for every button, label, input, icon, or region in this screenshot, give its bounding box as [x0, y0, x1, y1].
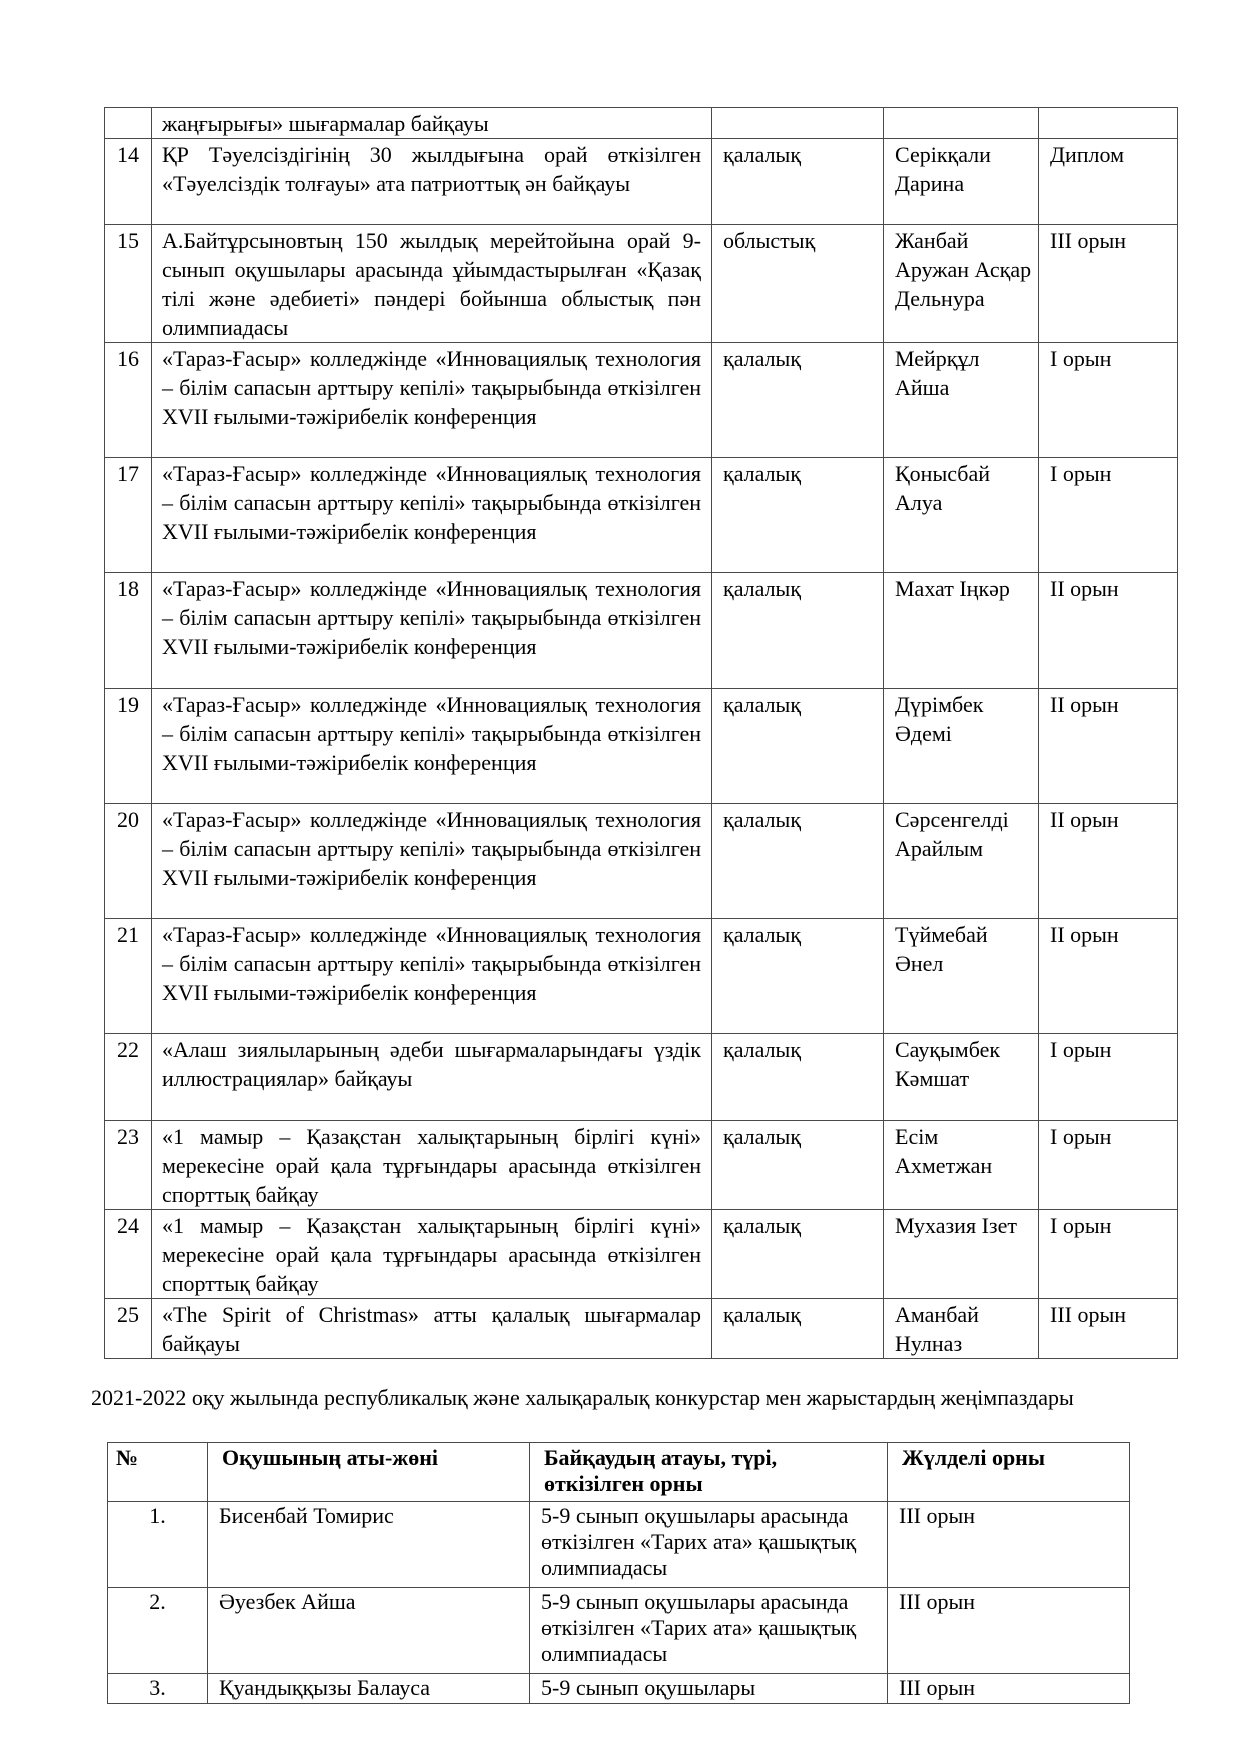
student-name: Сауқымбек Кәмшат [884, 1034, 1039, 1121]
section-caption: 2021-2022 оқу жылында республикалық және халықаралық конкурстар мен жарыстардың жеңімпаздары [91, 1385, 1074, 1410]
contest-title: 5-9 сынып оқушылары арасында өткізілген «Тарих ата» қашықтық олимпиадасы [530, 1588, 888, 1674]
student-name: Мейрқұл Айша [884, 343, 1039, 458]
contest-level: қалалық [712, 343, 884, 458]
contest-result: ІІІ орын [1039, 1299, 1178, 1359]
contest-level: қалалық [712, 458, 884, 573]
row-number: 19 [105, 689, 152, 804]
contest-title: «Тараз-Ғасыр» колледжінде «Инновациялық технология – білім сапасын арттыру кепілі» тақырыбында өткізілген XVII ғылыми-тәжірибелік конференция [152, 458, 712, 573]
city-contests-table [104, 107, 1178, 1359]
row-number: 18 [105, 573, 152, 689]
contest-level: қалалық [712, 139, 884, 225]
contest-title: «Тараз-Ғасыр» колледжінде «Инновациялық технология – білім сапасын арттыру кепілі» тақырыбында өткізілген XVII ғылыми-тәжірибелік конференция [152, 573, 712, 689]
contest-level: қалалық [712, 1210, 884, 1299]
student-name: Есім Ахметжан [884, 1121, 1039, 1210]
row-number: 17 [105, 458, 152, 573]
table-row [105, 804, 1178, 919]
contest-title: А.Байтұрсыновтың 150 жылдық мерейтойына орай 9-сынып оқушылары арасында ұйымдастырылған «Қазақ тілі және әдебиеті» пәндері бойынша облыстық пән олимпиадасы [152, 225, 712, 343]
contest-title: 5-9 сынып оқушылары [530, 1674, 888, 1704]
prize-place: ІІІ орын [888, 1674, 1130, 1704]
table-row [105, 108, 1178, 139]
student-name: Мухазия Ізет [884, 1210, 1039, 1299]
row-number: 20 [105, 804, 152, 919]
table-row [105, 1299, 1178, 1359]
contest-title: «Алаш зиялыларының әдеби шығармаларындағы үздік иллюстрациялар» байқауы [152, 1034, 712, 1121]
row-number [105, 108, 152, 139]
contest-level [712, 108, 884, 139]
student-name: Аманбай Нулназ [884, 1299, 1039, 1359]
table-row [105, 1034, 1178, 1121]
row-number: 24 [105, 1210, 152, 1299]
contest-level: қалалық [712, 804, 884, 919]
prize-place: ІІІ орын [888, 1502, 1130, 1588]
row-number: 22 [105, 1034, 152, 1121]
contest-level: қалалық [712, 689, 884, 804]
contest-result: ІІ орын [1039, 573, 1178, 689]
table-row [105, 573, 1178, 689]
contest-level: қалалық [712, 1121, 884, 1210]
header-student-name: Оқушының аты-жөні [208, 1443, 530, 1502]
row-number: 25 [105, 1299, 152, 1359]
contest-level: қалалық [712, 573, 884, 689]
contest-title: «Тараз-Ғасыр» колледжінде «Инновациялық технология – білім сапасын арттыру кепілі» тақырыбында өткізілген XVII ғылыми-тәжірибелік конференция [152, 689, 712, 804]
contest-result: І орын [1039, 1121, 1178, 1210]
contest-level: қалалық [712, 1299, 884, 1359]
header-contest: Байқаудың атауы, түрі, өткізілген орны [530, 1443, 888, 1502]
student-name: Сәрсенгелді Арайлым [884, 804, 1039, 919]
winners-table [107, 1442, 1130, 1704]
table-row [105, 225, 1178, 343]
table-row [108, 1502, 1130, 1588]
student-name: Әуезбек Айша [208, 1588, 530, 1674]
contest-title: «The Spirit of Christmas» атты қалалық шығармалар байқауы [152, 1299, 712, 1359]
contest-result: ІІ орын [1039, 804, 1178, 919]
student-name: Бисенбай Томирис [208, 1502, 530, 1588]
contest-title: «1 мамыр – Қазақстан халықтарының бірлігі күні» мерекесіне орай қала тұрғындары арасында өткізілген спорттық байқау [152, 1121, 712, 1210]
table-row [105, 1121, 1178, 1210]
row-number: 3. [108, 1674, 208, 1704]
contest-title: ҚР Тәуелсіздігінің 30 жылдығына орай өткізілген «Тәуелсіздік толғауы» ата патриоттық ән байқауы [152, 139, 712, 225]
contest-result: І орын [1039, 1210, 1178, 1299]
table-row [105, 689, 1178, 804]
contest-result: І орын [1039, 1034, 1178, 1121]
contest-result: ІІІ орын [1039, 225, 1178, 343]
row-number: 16 [105, 343, 152, 458]
student-name: Түймебай Әнел [884, 919, 1039, 1034]
contest-title: «Тараз-Ғасыр» колледжінде «Инновациялық технология – білім сапасын арттыру кепілі» тақырыбында өткізілген XVII ғылыми-тәжірибелік конференция [152, 343, 712, 458]
table-row [105, 458, 1178, 573]
student-name: Қонысбай Алуа [884, 458, 1039, 573]
student-name: Махат Іңкәр [884, 573, 1039, 689]
contest-result: ІІ орын [1039, 689, 1178, 804]
contest-title: «Тараз-Ғасыр» колледжінде «Инновациялық технология – білім сапасын арттыру кепілі» тақырыбында өткізілген XVII ғылыми-тәжірибелік конференция [152, 804, 712, 919]
contest-result [1039, 108, 1178, 139]
table-row [105, 343, 1178, 458]
table-row [105, 139, 1178, 225]
contest-title: 5-9 сынып оқушылары арасында өткізілген «Тарих ата» қашықтық олимпиадасы [530, 1502, 888, 1588]
contest-result: Диплом [1039, 139, 1178, 225]
student-name: Қуандыққызы Балауса [208, 1674, 530, 1704]
table-row [105, 919, 1178, 1034]
row-number: 14 [105, 139, 152, 225]
student-name: Дүрімбек Әдемі [884, 689, 1039, 804]
row-number: 1. [108, 1502, 208, 1588]
contest-title: «1 мамыр – Қазақстан халықтарының бірлігі күні» мерекесіне орай қала тұрғындары арасында өткізілген спорттық байқау [152, 1210, 712, 1299]
student-name [884, 108, 1039, 139]
contest-title: «Тараз-Ғасыр» колледжінде «Инновациялық технология – білім сапасын арттыру кепілі» тақырыбында өткізілген XVII ғылыми-тәжірибелік конференция [152, 919, 712, 1034]
student-name: Серікқали Дарина [884, 139, 1039, 225]
table-row [108, 1588, 1130, 1674]
contest-level: облыстық [712, 225, 884, 343]
contest-result: І орын [1039, 458, 1178, 573]
contest-level: қалалық [712, 1034, 884, 1121]
table-row [105, 1210, 1178, 1299]
row-number: 15 [105, 225, 152, 343]
header-number: № [108, 1443, 208, 1502]
row-number: 21 [105, 919, 152, 1034]
table-row [108, 1674, 1130, 1704]
contest-result: І орын [1039, 343, 1178, 458]
student-name: Жанбай Аружан Асқар Дельнура [884, 225, 1039, 343]
table-header-row [108, 1443, 1130, 1502]
prize-place: ІІІ орын [888, 1588, 1130, 1674]
contest-title: жаңғырығы» шығармалар байқауы [152, 108, 712, 139]
contest-result: ІІ орын [1039, 919, 1178, 1034]
contest-level: қалалық [712, 919, 884, 1034]
row-number: 2. [108, 1588, 208, 1674]
row-number: 23 [105, 1121, 152, 1210]
header-place: Жүлделі орны [888, 1443, 1130, 1502]
